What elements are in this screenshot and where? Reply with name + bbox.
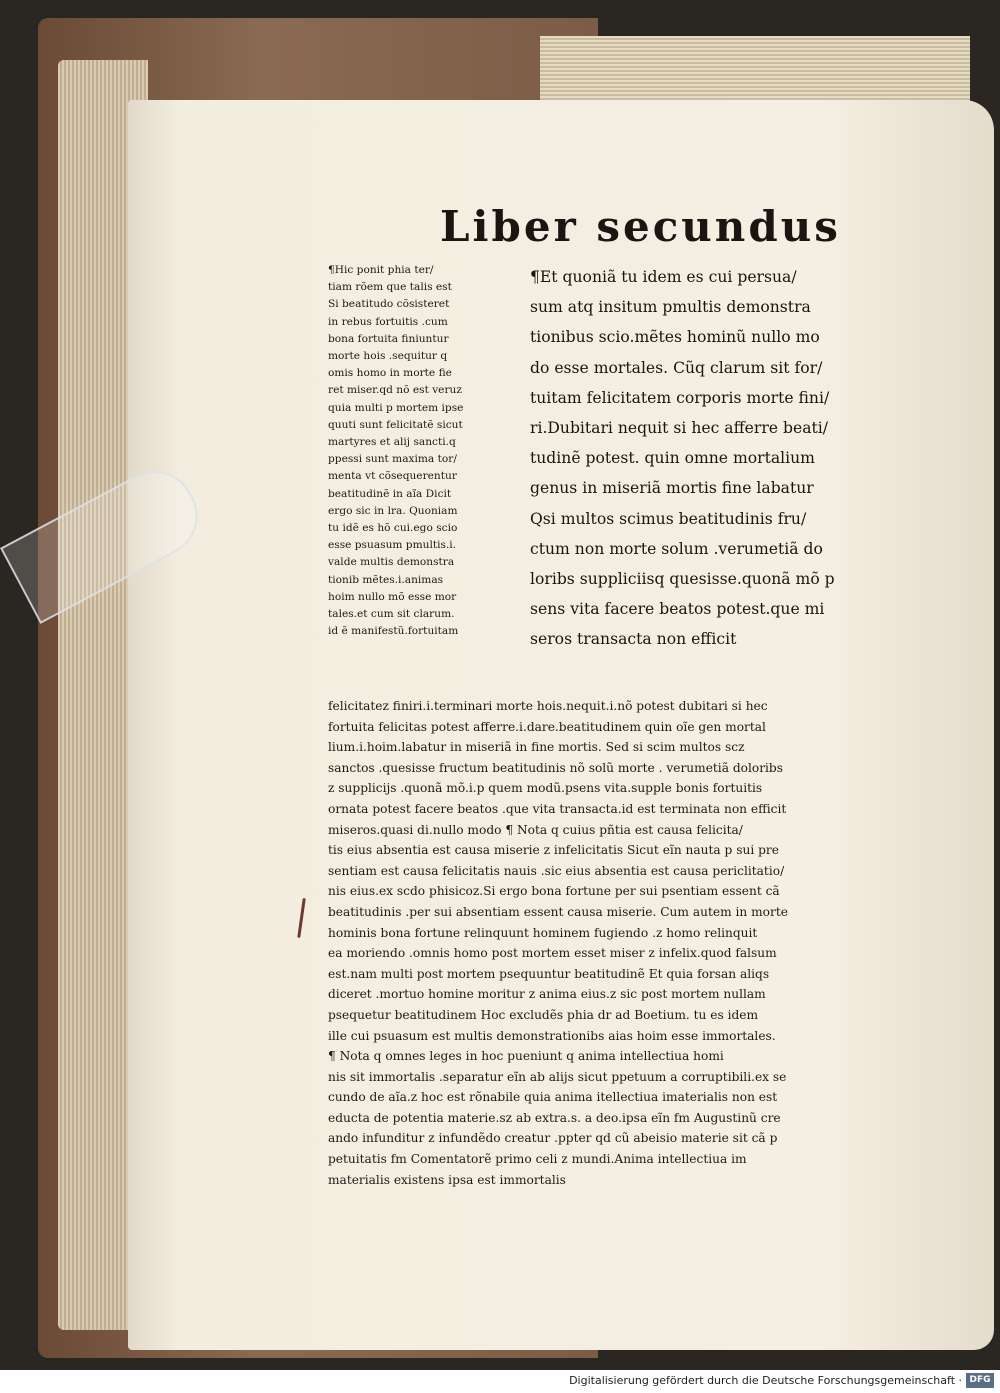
gloss-line: esse psuasum pmultis.i.	[328, 539, 457, 552]
main-text-line: ctum non morte solum .verumetiã do	[530, 539, 823, 558]
main-text-line: sum atq insitum pmultis demonstra	[530, 298, 811, 317]
page-heading: Liber secundus	[440, 202, 841, 251]
gloss-line: quia multi p mortem ipse	[328, 401, 464, 414]
gloss-line: bona fortuita finiuntur	[328, 332, 449, 345]
gloss-line: ret miser.qd nõ est veruz	[328, 384, 462, 397]
gloss-line: id ẽ manifestũ.fortuitam	[328, 625, 459, 638]
commentary-line: nis eius.ex scdo phisicoz.Si ergo bona fortune per sui psentiam essent cã	[328, 884, 780, 899]
main-text-line: Qsi multos scimus beatitudinis fru/	[530, 509, 807, 528]
gloss-column-left	[328, 262, 528, 640]
main-text-line: tuitam felicitatem corporis morte fini/	[530, 388, 830, 407]
gloss-line: in rebus fortuitis .cum	[328, 315, 448, 328]
commentary-line: petuitatis fm Comentatorẽ primo celi z mundi.Anima intellectiua im	[328, 1152, 747, 1167]
commentary-line: nis sit immortalis .separatur eĩn ab alijs sicut ppetuum a corruptibili.ex se	[328, 1069, 787, 1084]
gloss-line: Si beatitudo cõsisteret	[328, 298, 450, 311]
commentary-line: z supplicijs .quonã mõ.i.p quem modũ.psens vita.supple bonis fortuitis	[328, 781, 763, 796]
commentary-line: fortuita felicitas potest afferre.i.dare.beatitudinem quin oĩe gen mortal	[328, 719, 766, 734]
commentary-line: beatitudinis .per sui absentiam essent causa miserie. Cum autem in morte	[328, 904, 788, 919]
commentary-line: felicitatez finiri.i.terminari morte hois.nequit.i.nõ potest dubitari si hec	[328, 699, 768, 713]
commentary-line: psequetur beatitudinem Hoc excludẽs phia dr ad Boetium. tu es idem	[328, 1007, 759, 1022]
main-text-line: genus in miseriã mortis fine labatur	[530, 479, 814, 498]
commentary-line: lium.i.hoim.labatur in miseriã in fine mortis. Sed si scim multos scz	[328, 740, 745, 755]
commentary-line: ando infunditur z infundẽdo creatur .ppter qd cũ abeisio materie sit cã p	[328, 1131, 778, 1146]
gloss-line: martyres et alij sancti.q	[328, 436, 456, 449]
commentary-line: ille cui psuasum est multis demonstrationibs aias hoim esse immortales.	[328, 1028, 776, 1043]
gloss-line: ¶Hic ponit phia ter/	[328, 264, 434, 276]
commentary-line: tis eius absentia est causa miserie z infelicitatis Sicut eĩn nauta p sui pre	[328, 843, 779, 858]
commentary-line: miseros.quasi di.nullo modo ¶ Nota q cuius pñtia est causa felicita/	[328, 822, 743, 837]
dfg-logo: DFG	[966, 1373, 994, 1388]
gloss-line: morte hois .sequitur q	[328, 350, 448, 363]
gloss-line: tiam rõem que talis est	[328, 281, 452, 294]
commentary-line: ¶ Nota q omnes leges in hoc pueniunt q anima intellectiua homi	[328, 1049, 724, 1064]
footer-credit: Digitalisierung gefördert durch die Deutsche Forschungsgemeinschaft ·	[569, 1374, 962, 1387]
commentary-line: sanctos .quesisse fructum beatitudinis nõ solũ morte . verumetiã doloribs	[328, 760, 783, 775]
gloss-line: ppessi sunt maxima tor/	[328, 453, 457, 466]
commentary-line: ornata potest facere beatos .que vita transacta.id est terminata non efficit	[328, 801, 787, 816]
main-text-line: ¶Et quoniã tu idem es cui persua/	[530, 268, 797, 286]
commentary-line: educta de potentia materie.sz ab extra.s. a deo.ipsa eĩn fm Augustinũ cre	[328, 1110, 781, 1125]
commentary-line: sentiam est causa felicitatis nauis .sic eius absentia est causa periclitatio/	[328, 863, 785, 878]
gloss-line: tales.et cum sit clarum.	[328, 608, 455, 621]
commentary-line: hominis bona fortune relinquunt hominem fugiendo .z homo relinquit	[328, 925, 758, 940]
gloss-line: tu idẽ es hõ cui.ego scio	[328, 522, 458, 535]
main-text-line: seros transacta non efficit	[530, 630, 737, 649]
gloss-line: beatitudinẽ in aĩa Dicit	[328, 487, 452, 500]
gloss-line: menta vt cõsequerentur	[328, 470, 457, 483]
main-text-line: loribs suppliciisq quesisse.quonã mõ p	[530, 570, 835, 589]
main-text-line: ri.Dubitari nequit si hec afferre beati/	[530, 419, 829, 438]
gloss-line: valde multis demonstra	[328, 556, 455, 569]
main-text-line: tudinẽ potest. quin omne mortalium	[530, 449, 815, 468]
commentary-line: cundo de aĩa.z hoc est rõnabile quia anima itellectiua imaterialis non est	[328, 1090, 778, 1105]
gloss-line: tionib mẽtes.i.animas	[328, 573, 444, 586]
commentary-line: ea moriendo .omnis homo post mortem esset miser z infelix.quod falsum	[328, 946, 777, 961]
main-text-line: do esse mortales. Cũq clarum sit for/	[530, 358, 823, 377]
main-text-line: sens vita facere beatos potest.que mi	[530, 600, 825, 619]
gloss-line: omis homo in morte fie	[328, 367, 452, 380]
gloss-line: ergo sic in lra. Quoniam	[328, 504, 458, 517]
main-text-line: tionibus scio.mẽtes hominũ nullo mo	[530, 328, 820, 347]
commentary-line: est.nam multi post mortem psequuntur beatitudinẽ Et quia forsan aliqs	[328, 966, 770, 981]
commentary-line: diceret .mortuo homine moritur z anima eius.z sic post mortem nullam	[328, 987, 766, 1002]
gloss-line: hoim nullo mõ esse mor	[328, 590, 457, 603]
main-text-column	[530, 262, 890, 655]
gloss-line: quuti sunt felicitatẽ sicut	[328, 418, 463, 431]
commentary-line: materialis existens ipsa est immortalis	[328, 1172, 566, 1187]
commentary-block	[328, 696, 896, 1190]
